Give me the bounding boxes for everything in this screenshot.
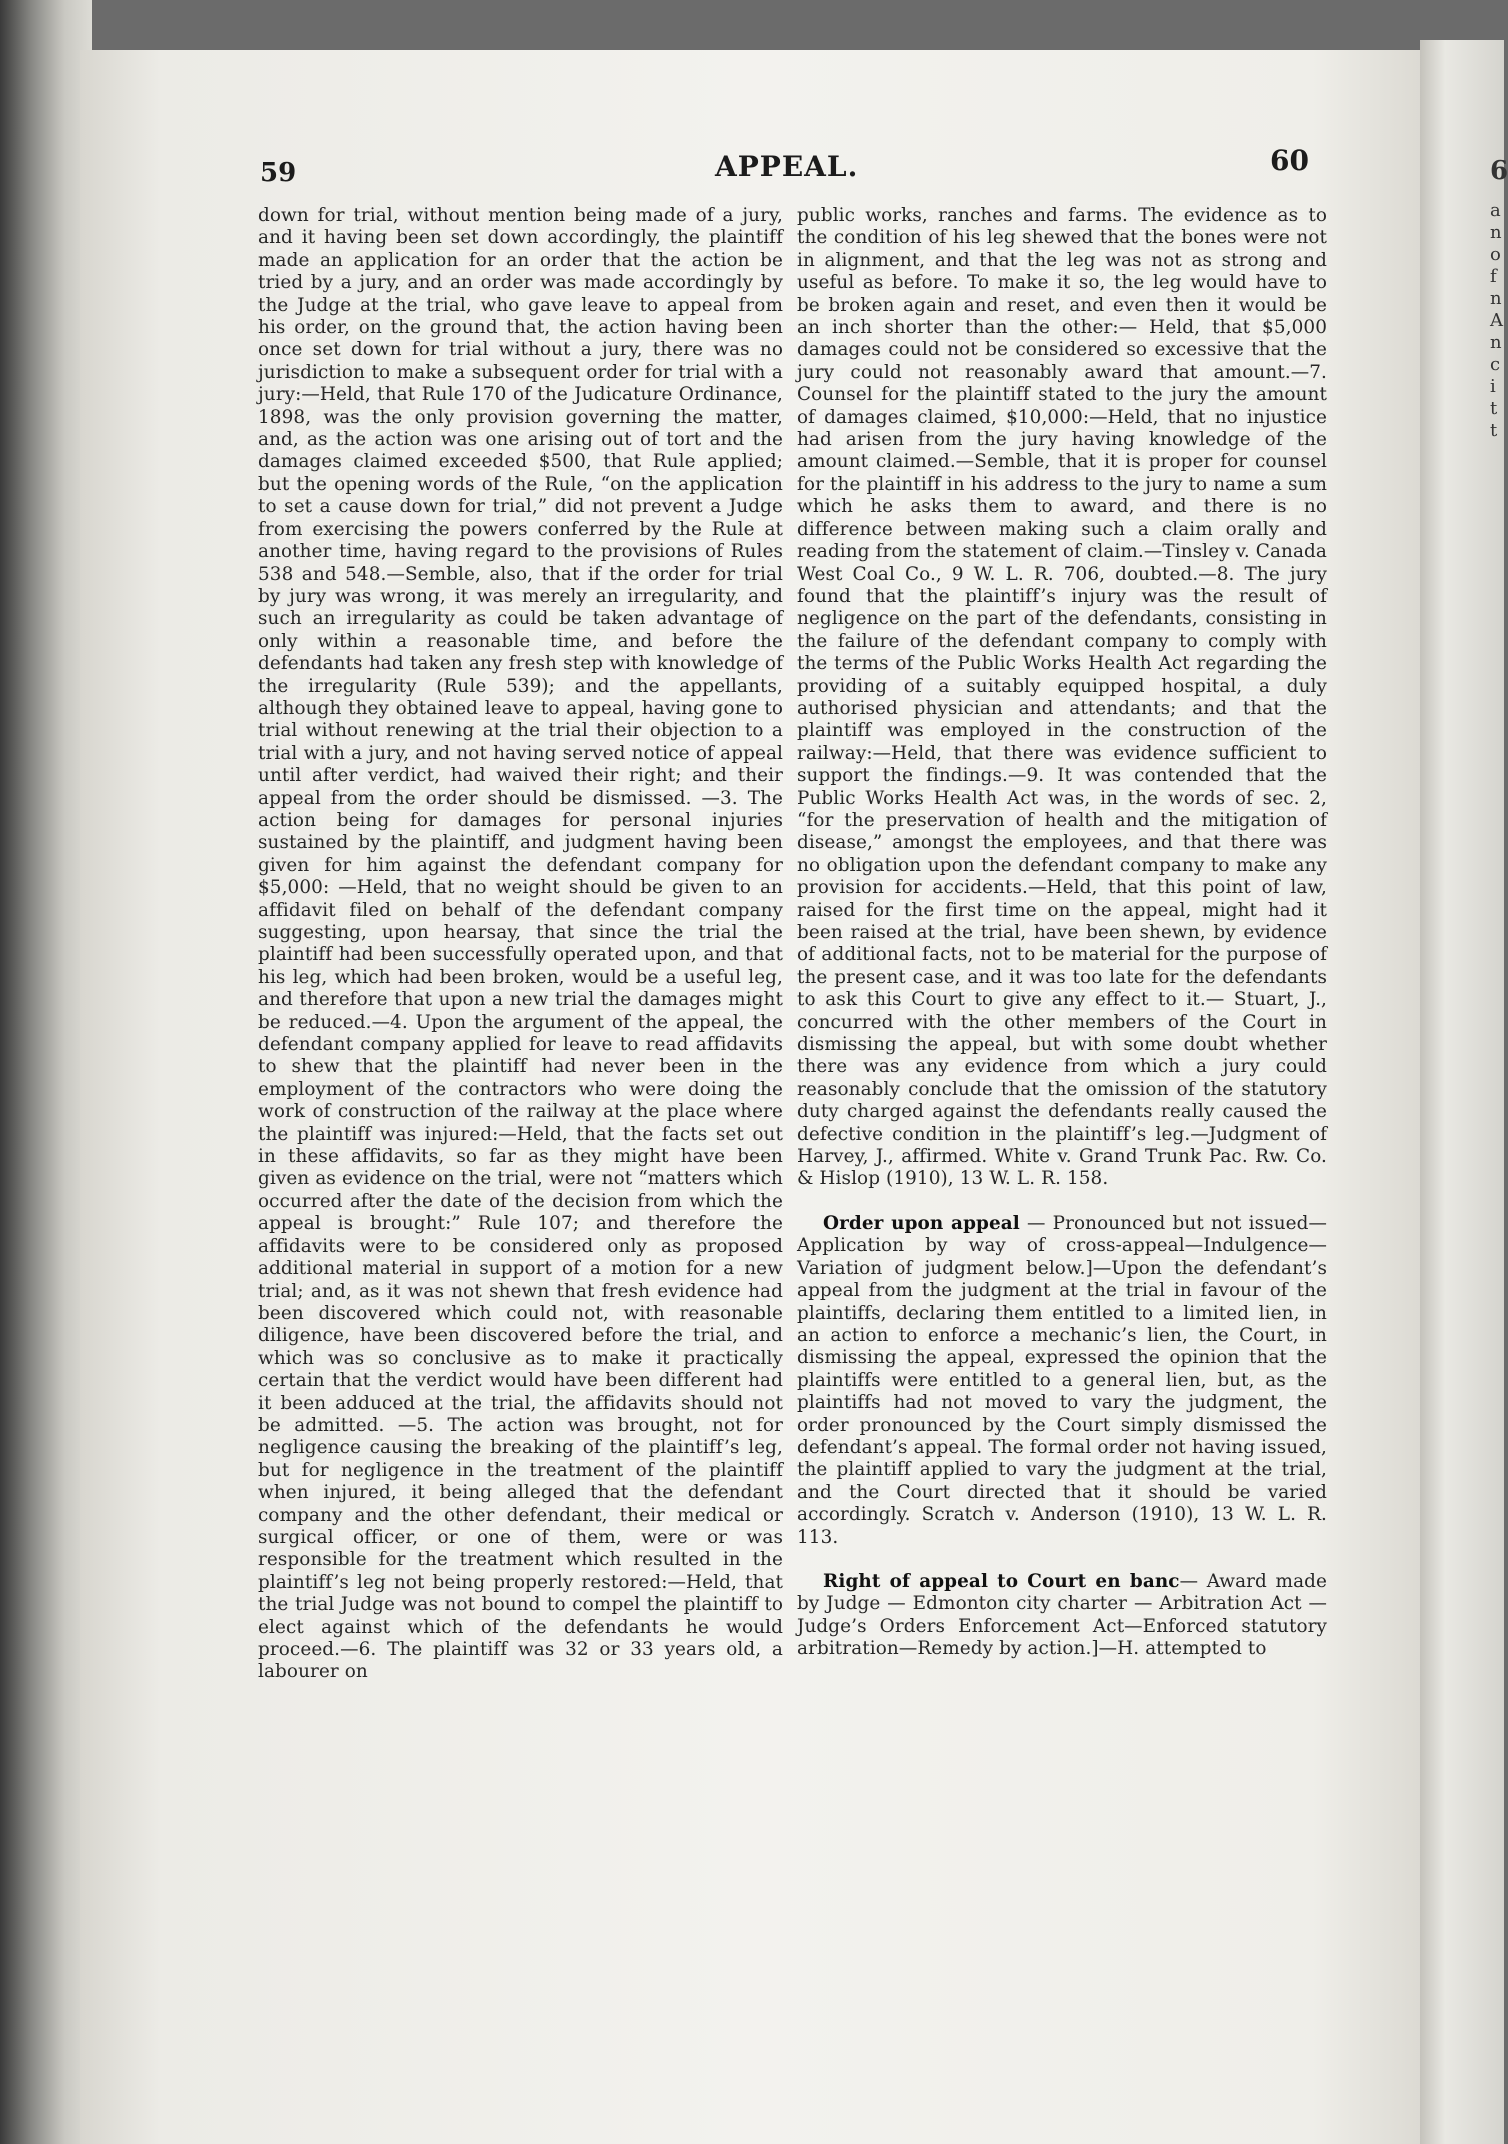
page-number-left: 59 (260, 158, 297, 188)
section-heading-order-upon-appeal: Order upon appeal (823, 1212, 1020, 1234)
right-paragraph-1: public works, ranches and farms. The evidence as to the condition of his leg shewed that the bones were not in alignment, and that the leg was not as strong and useful as before. To make it so, the leg would have to be broken again and reset, and even then it would be an inch shorter than the other:— Held, that $5,000 damages could not be considered so excessive that the jury could not reasonably award that amount.—7. Counsel for the plaintiff stated to the jury the amount of damages claimed, $10,000:—Held, that no injustice had arisen from the jury having knowledge of the amount claimed.—Semble, that it is proper for counsel for the plaintiff in his address to the jury to name a sum which he asks them to award, and there is no difference between making such a claim orally and reading from the statement of claim.—Tinsley v. Canada West Coal Co., 9 W. L. R. 706, doubted.—8. The jury found that the plaintiff’s injury was the result of negligence on the part of the defendants, consisting in the failure of the defendant company to comply with the terms of the Public Works Health Act regarding the providing of a suitably equipped hospital, a duly authorised physician and attendants; and that the plaintiff was employed in the construction of the railway:—Held, that there was evidence sufficient to support the findings.—9. It was contended that the Public Works Health Act was, in the words of sec. 2, “for the preservation of health and the mitigation of disease,” amongst the employees, and that there was no obligation upon the defendant company to make any provision for accidents.—Held, that this point of law, raised for the first time on the appeal, might had it been raised at the trial, have been shewn, by evidence of additional facts, not to be material for the purpose of the present case, and it was too late for the defendants to ask this Court to give any effect to it.— Stuart, J., concurred with the other members of the Court in dismissing the appeal, but with some doubt whether there was any evidence from which a jury could reasonably conclude that the omission of the statutory duty charged against the defendants really caused the defective condition in the plaintiff’s leg.—Judgment of Harvey, J., affirmed. White v. Grand Trunk Pac. Rw. Co. & Hislop (1910), 13 W. L. R. 158. (797, 205, 1327, 1190)
peek-letter: o (1490, 244, 1501, 265)
peek-letter: t (1490, 420, 1498, 441)
peek-letter: c (1490, 354, 1501, 375)
peek-letter: a (1490, 200, 1501, 221)
peek-letter: i (1490, 376, 1496, 397)
peek-letter: f (1490, 266, 1497, 287)
page-header (260, 144, 1320, 200)
right-paragraph-2 (797, 1213, 1327, 1549)
section-body-right-of-appeal: — Award made by Judge — Edmonton city charter — Arbitration Act — Judge’s Orders Enforcement Act—Enforced statutory arbitration—Remedy by action.]—H. attempted to (797, 1570, 1327, 1660)
running-title: APPEAL. (715, 150, 859, 183)
peek-letter: n (1490, 222, 1502, 243)
section-heading-right-of-appeal: Right of appeal to Court en banc (823, 1570, 1180, 1592)
right-paragraph-3 (797, 1571, 1327, 1661)
page-number-right: 60 (1270, 144, 1309, 177)
next-page-peek (1490, 156, 1508, 442)
left-column (258, 205, 783, 1684)
left-column-text: down for trial, without mention being made of a jury, and it having been set down accordingly, the plaintiff made an application for an order that the action be tried by a jury, and an order was made accordingly by the Judge at the trial, who gave leave to appeal from his order, on the ground that, the action having been once set down for trial without a jury, there was no jurisdiction to make a subsequent order for trial with a jury:—Held, that Rule 170 of the Judicature Ordinance, 1898, was the only provision governing the matter, and, as the action was one arising out of tort and the damages claimed exceeded $500, that Rule applied; but the opening words of the Rule, “on the application to set a cause down for trial,” did not prevent a Judge from exercising the powers conferred by the Rule at another time, having regard to the provisions of Rules 538 and 548.—Semble, also, that if the order for trial by jury was wrong, it was merely an irregularity, and such an irregularity as could be taken advantage of only within a reasonable time, and before the defendants had taken any fresh step with knowledge of the irregularity (Rule 539); and the appellants, although they obtained leave to appeal, having gone to trial without renewing at the trial their objection to a trial with a jury, and not having served notice of appeal until after verdict, had waived their right; and their appeal from the order should be dismissed. —3. The action being for damages for personal injuries sustained by the plaintiff, and judgment having been given for him against the defendant company for $5,000: —Held, that no weight should be given to an affidavit filed on behalf of the defendant company suggesting, upon hearsay, that since the trial the plaintiff had been successfully operated upon, and that his leg, which had been broken, would be a useful leg, and therefore that upon a new trial the damages might be reduced.—4. Upon the argument of the appeal, the defendant company applied for leave to read affidavits to shew that the plaintiff had never been in the employment of the contractors who were doing the work of construction of the railway at the place where the plaintiff was injured:—Held, that the facts set out in these affidavits, so far as they might have been given as evidence on the trial, were not “matters which occurred after the date of the decision from which the appeal is brought:” Rule 107; and therefore the affidavits were to be considered only as proposed additional material in support of a motion for a new trial; and, as it was not shewn that fresh evidence had been discovered which could not, with reasonable diligence, have been discovered before the trial, and which was so conclusive as to make it practically certain that the verdict would have been different had it been adduced at the trial, the affidavits should not be admitted. —5. The action was brought, not for negligence causing the breaking of the plaintiff’s leg, but for negligence in the treatment of the plaintiff when injured, it being alleged that the defendant company and the other defendant, their medical or surgical officer, or one of them, were or was responsible for the treatment which resulted in the plaintiff’s leg not being properly restored:—Held, that the trial Judge was not bound to compel the plaintiff to elect against which of the defendants he would proceed.—6. The plaintiff was 32 or 33 years old, a labourer on (258, 205, 783, 1683)
peek-letter: A (1490, 310, 1503, 331)
right-column (797, 205, 1327, 1661)
peek-letter: t (1490, 398, 1498, 419)
section-body-order-upon-appeal: — Pronounced but not issued—Application by way of cross-appeal—Indulgence—Variation of judgment below.]—Upon the defendant’s appeal from the judgment at the trial in favour of the plaintiffs, declaring them entitled to a limited lien, in an action to enforce a mechanic’s lien, the Court, in dismissing the appeal, expressed the opinion that the plaintiffs were entitled to a general lien, but, as the plaintiffs had not moved to vary the judgment, the order pronounced by the Court simply dismissed the defendant’s appeal. The formal order not having issued, the plaintiff applied to vary the judgment at the trial, and the Court directed that it should be varied accordingly. Scratch v. Anderson (1910), 13 W. L. R. 113. (797, 1212, 1328, 1548)
book-left-edge (0, 0, 92, 2144)
peek-letter: n (1490, 288, 1502, 309)
next-page-number: 6 (1490, 156, 1508, 186)
peek-letter: n (1490, 332, 1502, 353)
